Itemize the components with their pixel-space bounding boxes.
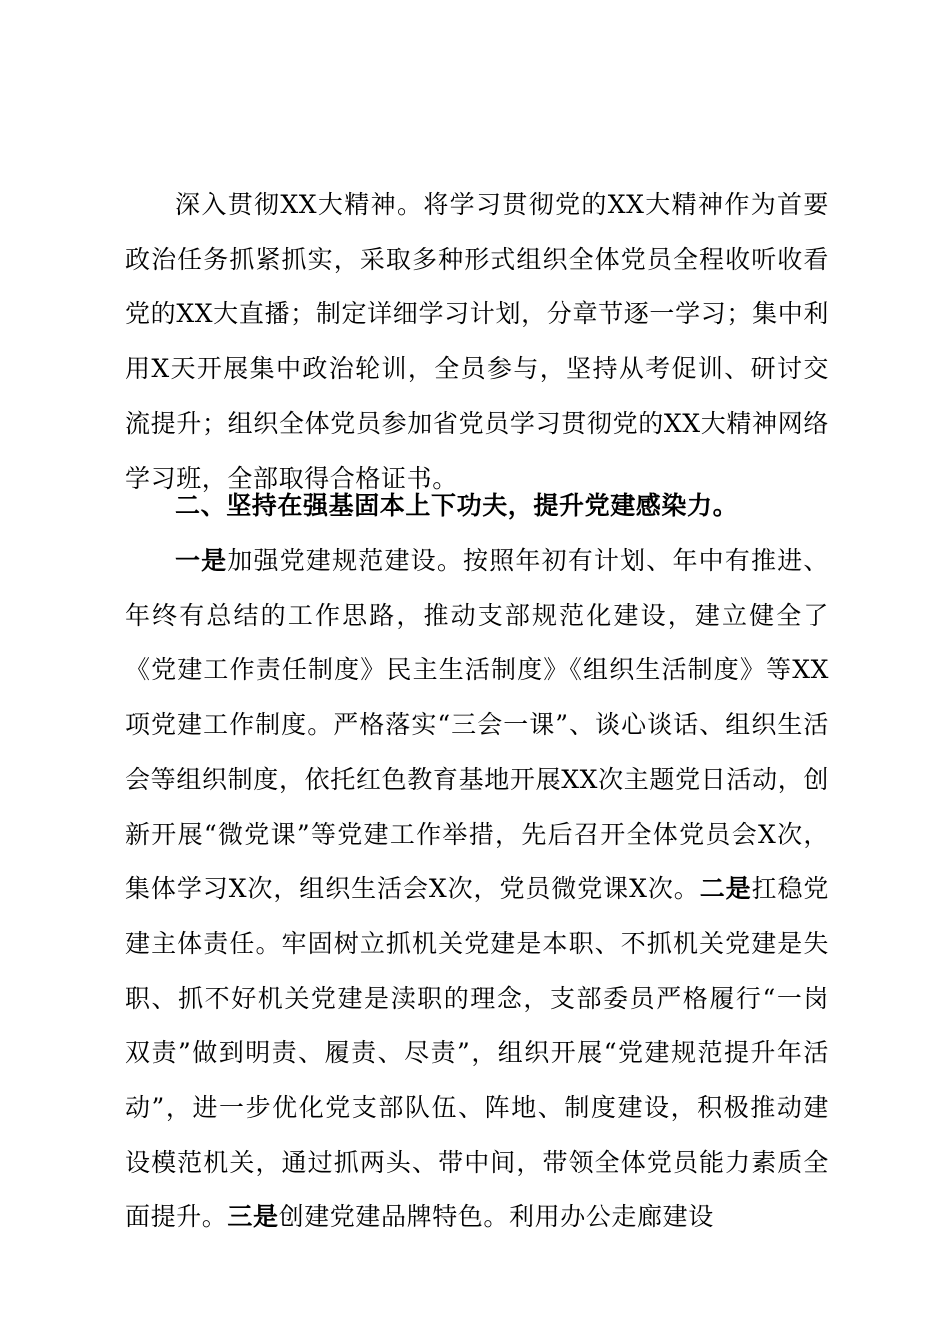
section-heading: 二、坚持在强基固本上下功夫，提升党建感染力。: [175, 491, 739, 520]
lead-second: 二是: [699, 874, 752, 904]
paragraph-body: [125, 534, 829, 1245]
section-heading-block: [125, 479, 829, 534]
text-third: 创建党建品牌特色。利用办公走廊建设: [278, 1202, 714, 1232]
text-first: 加强党建规范建设。按照年初有计划、年中有推进、年终有总结的工作思路，推动支部规范化建设，建立健全了《党建工作责任制度》民主生活制度》《组织生活制度》等XX项党建工作制度。严格落实“三会一课”、谈心谈话、组织生活会等组织制度，依托红色教育基地开展XX次主题党日活动，创新开展“微党课”等党建工作举措，先后召开全体党员会X次，集体学习X次，组织生活会X次，党员微党课X次。: [125, 546, 829, 904]
lead-first: 一是: [175, 546, 228, 575]
lead-third: 三是: [227, 1202, 279, 1232]
text-second: 扛稳党建主体责任。牢固树立抓机关党建是本职、不抓机关党建是失职、抓不好机关党建是渎职的理念，支部委员严格履行“一岗双责”做到明责、履责、尽责”，组织开展“党建规范提升年活动”，进一步优化党支部队伍、阵地、制度建设，积极推动建设模范机关，通过抓两头、带中间，带领全体党员能力素质全面提升。: [125, 874, 829, 1232]
paragraph-party-building: [125, 534, 829, 1245]
paragraph-study-spirit: [125, 178, 829, 506]
paragraph-text: 深入贯彻XX大精神。将学习贯彻党的XX大精神作为首要政治任务抓紧抓实，采取多种形式组织全体党员全程收听收看党的XX大直播；制定详细学习计划，分章节逐一学习；集中利用X天开展集中政治轮训，全员参与，坚持从考促训、研讨交流提升；组织全体党员参加省党员学习贯彻党的XX大精神网络学习班，全部取得合格证书。: [125, 190, 829, 493]
